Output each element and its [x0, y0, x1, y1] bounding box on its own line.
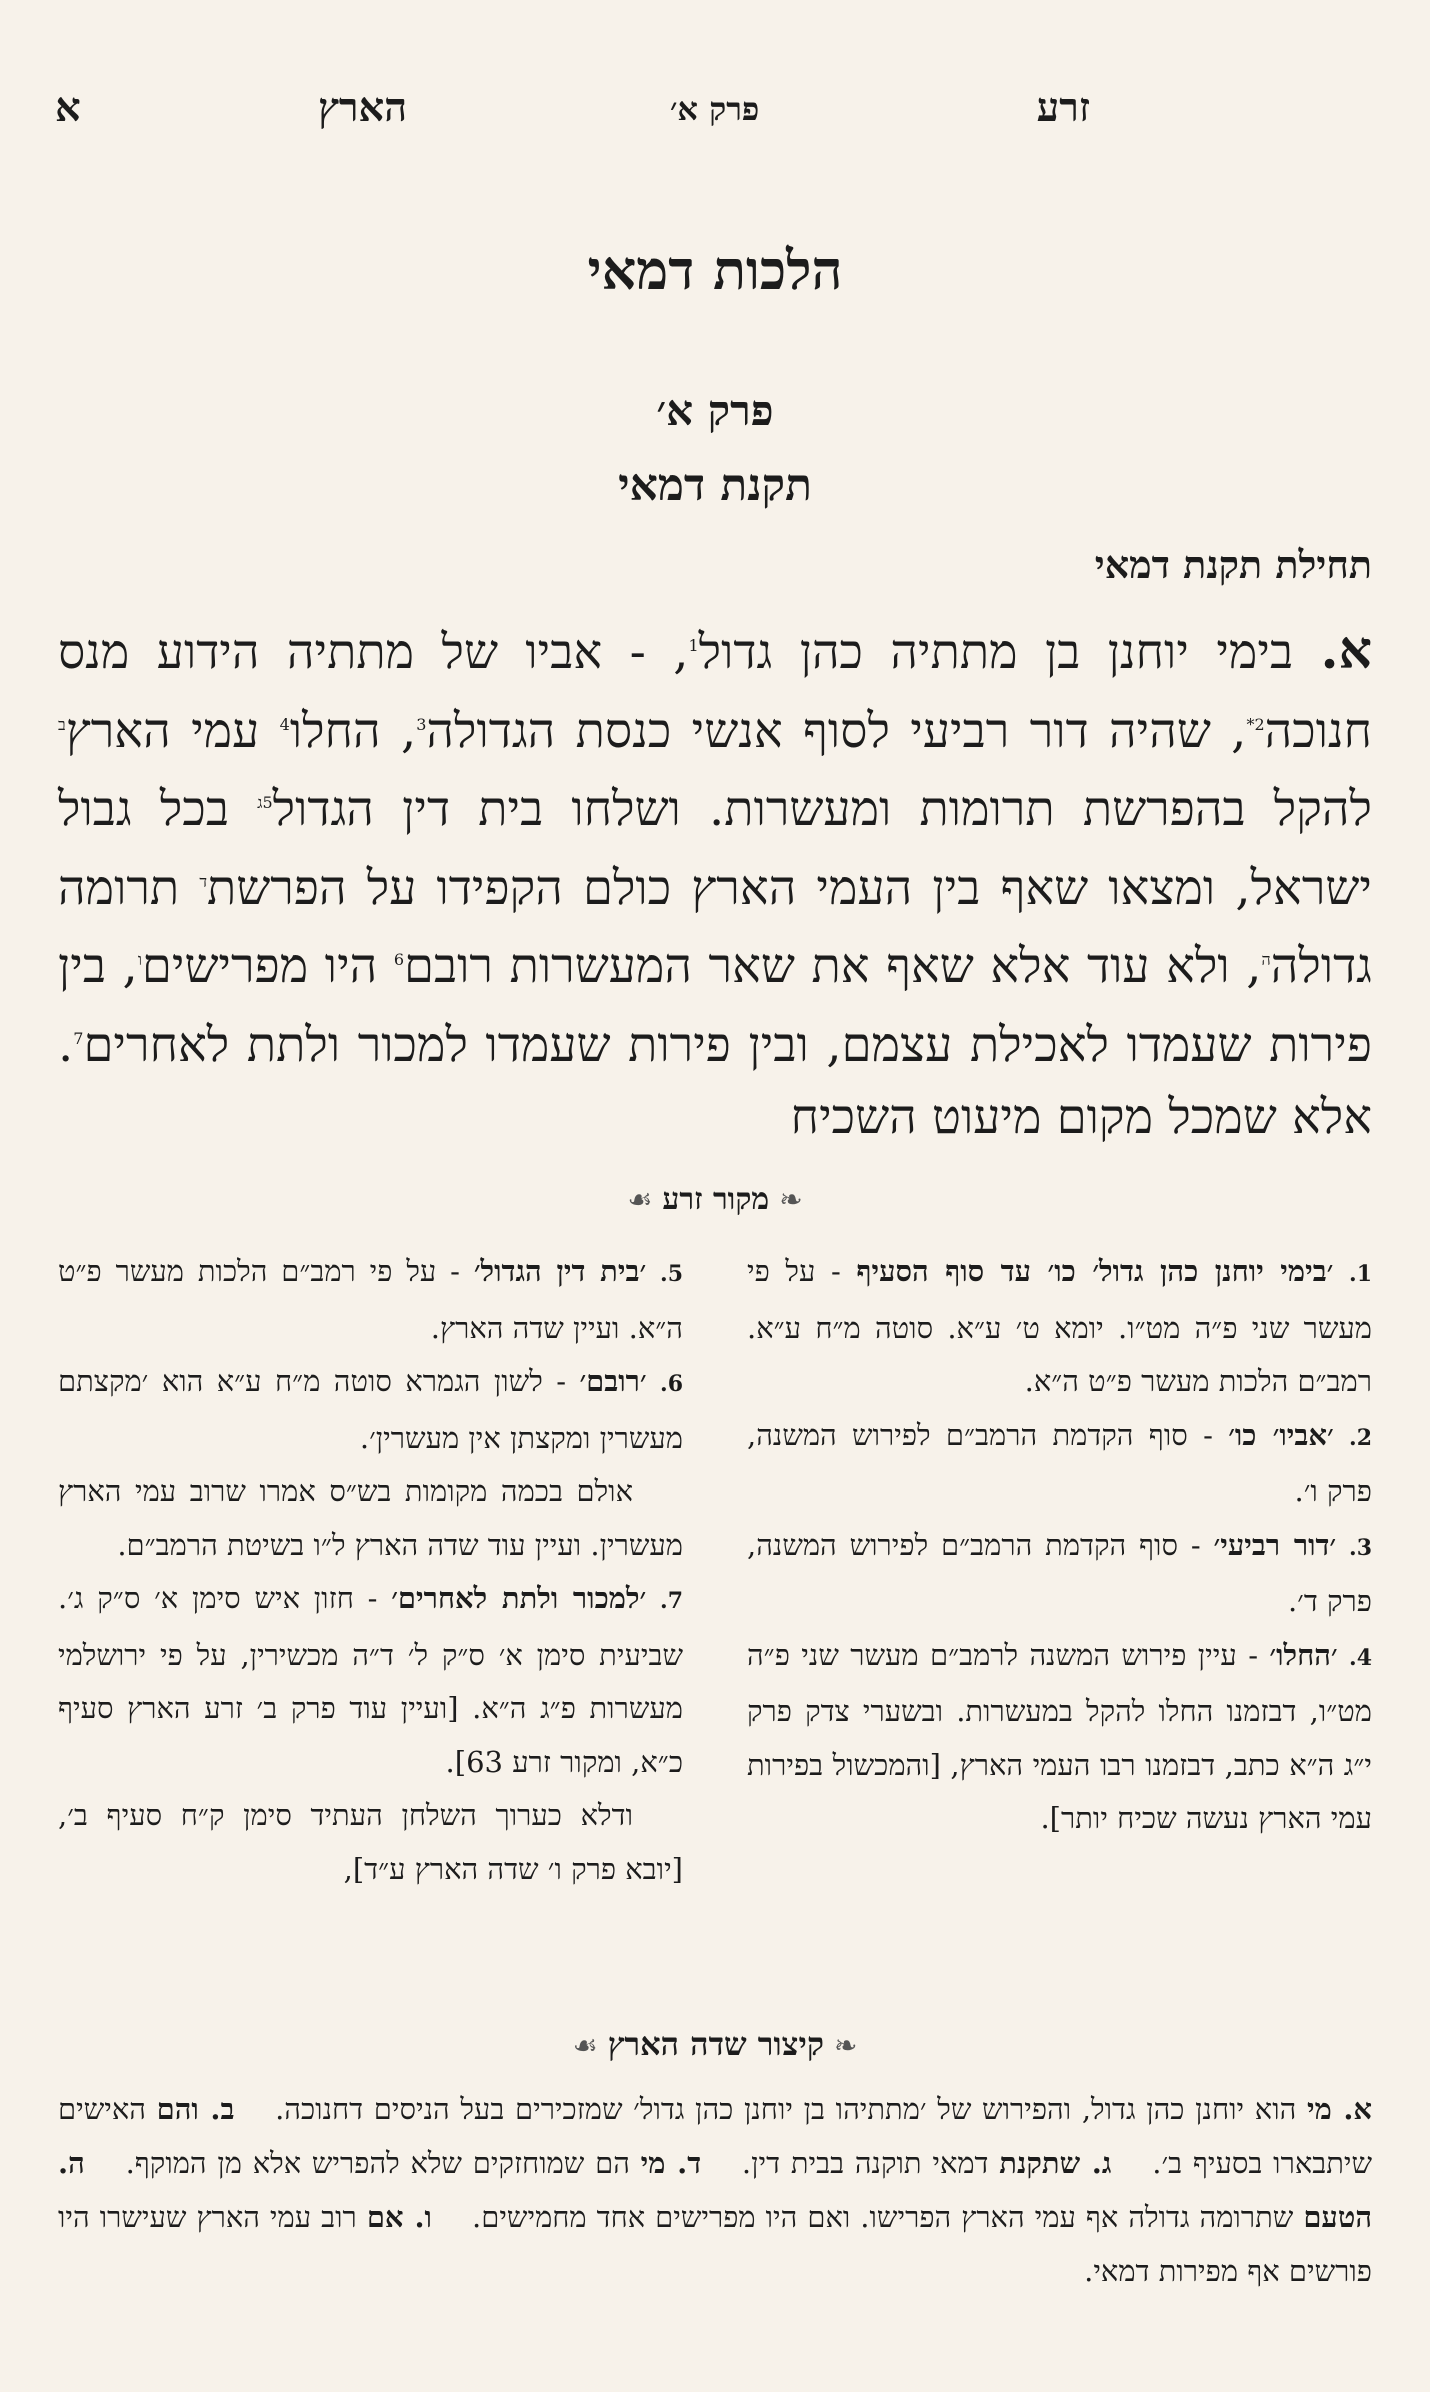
- source-note-heading: ׳רובם׳: [579, 1364, 647, 1398]
- summary-item-letter: ב.: [210, 2092, 235, 2126]
- sources-column-right: [747, 1245, 1372, 1846]
- running-head-section: זרע: [1036, 84, 1090, 131]
- summary-item-text: הם שמוחזקים שלא להפריש אלא מן המוקף.: [125, 2146, 641, 2180]
- summary-heading-text: קיצור שדה הארץ: [607, 2025, 824, 2063]
- source-note-number: 6.: [660, 1371, 684, 1397]
- main-text-segment: עמי הארץ: [65, 702, 280, 759]
- source-note-number: 5.: [660, 1261, 683, 1287]
- main-text-segment: תרומה גדולה: [58, 859, 1373, 994]
- summary-item: [742, 2146, 1112, 2180]
- running-head-chapter: פרק א׳: [670, 90, 760, 128]
- footnote-marker: 6: [393, 950, 405, 969]
- main-text-segment: בכל גבול ישראל, ומצאו שאף בין העמי הארץ כולם הקפידו על הפרשת: [58, 781, 1372, 916]
- source-note-continuation: ודלא כערוך השלחן העתיד סימן ק״ח סעיף ב׳, [יובא פרק ו׳ שדה הארץ ע״ד],: [58, 1798, 683, 1886]
- page-number: א: [55, 84, 81, 131]
- summary-item-letter: ג.: [1091, 2146, 1112, 2180]
- source-note: [747, 1409, 1372, 1519]
- footnote-marker: ה: [1261, 950, 1271, 969]
- chapter-label: פרק א׳: [656, 386, 774, 435]
- summary-item-text: האישים שיתבארו בסעיף ב׳.: [58, 2092, 1373, 2180]
- source-note-heading: ׳אביו׳ כו׳: [1228, 1417, 1334, 1452]
- source-note-number: 7.: [660, 1588, 683, 1614]
- source-note: [747, 1519, 1372, 1629]
- footnote-marker: ו: [137, 950, 142, 969]
- paragraph-letter: א.: [1320, 620, 1372, 681]
- footnote-marker: 7: [73, 1028, 84, 1048]
- sources-heading: [0, 1182, 1430, 1217]
- summary-item-text: שתרומה גדולה אף עמי הארץ הפרישו. ואם היו מפרישים אחד מחמישים.: [472, 2200, 1304, 2234]
- footnote-marker: 5ג: [257, 793, 273, 812]
- source-note-number: 1.: [1349, 1261, 1372, 1287]
- running-head-book: הארץ: [318, 84, 408, 131]
- source-note-text: - סוף הקדמת הרמב״ם לפירוש המשנה, פרק ו׳.: [747, 1417, 1372, 1508]
- summary-item-keyword: שתקנת: [999, 2146, 1092, 2180]
- footnote-marker: 4: [279, 714, 290, 734]
- source-note-heading: ׳החלו׳: [1269, 1637, 1338, 1672]
- source-note: [58, 1355, 683, 1465]
- source-note-heading: ׳בית דין הגדול׳: [473, 1254, 647, 1288]
- main-text-segment: היו מפרישים: [141, 938, 394, 994]
- running-head: [0, 84, 1430, 144]
- source-note-number: 4.: [1349, 1644, 1373, 1671]
- ornament-icon: ❧: [779, 1183, 803, 1216]
- main-text-segment: להקל בהפרשת תרומות ומעשרות. ושלחו בית דין הגדול: [272, 781, 1372, 837]
- sources-heading-text: מקור זרע: [662, 1182, 770, 1217]
- source-note-text: - על פי מעשר שני פ״ה מט״ו. יומא ט׳ ע״א. סוטה מ״ח ע״א. רמב״ם הלכות מעשר פ״ט ה״א.: [747, 1254, 1372, 1398]
- main-text-segment: , - אביו של מתתיה הידוע מנס חנוכה: [58, 624, 1372, 759]
- ornament-icon: ☙: [627, 1183, 653, 1216]
- main-text-segment: , שהיה דור רביעי לסוף אנשי כנסת הגדולה: [426, 702, 1247, 759]
- source-note-text: - לשון הגמרא סוטה מ״ח ע״א הוא ׳מקצתם מעשרין ומקצתן אין מעשרין׳.: [58, 1364, 683, 1455]
- main-text-segment: , החלו: [289, 702, 417, 759]
- source-note-text: - חזון איש סימן א׳ ס״ק ג׳. שביעית סימן א׳ ס״ק ל׳ ד״ה מכשירין, על פי ירושלמי מעשרות פ״ג ה״א. [ועיין עוד פרק ב׳ זרע הארץ סעיף כ״א, ומקור זרע 63].: [58, 1581, 683, 1779]
- summary-item-keyword: הטעם: [1303, 2200, 1373, 2234]
- summary-item-text: רוב עמי הארץ שעישרו היו פורשים אף מפירות דמאי.: [58, 2200, 1372, 2288]
- main-text-segment: בימי יוחנן בן מתתיה כהן גדול: [698, 624, 1321, 680]
- footnote-marker: 1: [688, 636, 699, 655]
- summary-item-text: הוא יוחנן כהן גדול, והפירוש של ׳מתתיהו בן יוחנן כהן גדול׳ שמזכירים בעל הניסים דחנוכה.: [275, 2092, 1307, 2126]
- footnote-marker: ב: [58, 714, 66, 734]
- ornament-icon: ❧: [833, 2029, 858, 2062]
- summary-section: [58, 2082, 1372, 2298]
- source-note-text: - עיין פירוש המשנה לרמב״ם מעשר שני פ״ה מט״ו, דבזמנו החלו להקל במעשרות. ובשערי צדק פרק י״ג ה״א כתב, דבזמנו רבו העמי הארץ, [והמכשול בפירות עמי הארץ נעשה שכיח יותר].: [747, 1637, 1372, 1835]
- chapter-subject: תקנת דמאי: [618, 460, 812, 511]
- summary-item-letter: ד.: [677, 2146, 702, 2180]
- source-note-number: 2.: [1349, 1424, 1373, 1451]
- source-note-number: 3.: [1349, 1534, 1373, 1561]
- sources-column-left: [58, 1245, 683, 1896]
- main-paragraph-body: [58, 624, 1372, 1145]
- source-note-heading: ׳בימי יוחנן כהן גדול׳ כו׳ עד סוף הסעיף: [856, 1254, 1334, 1288]
- page-title: הלכות דמאי: [587, 238, 843, 302]
- main-text-segment: . אלא שמכל מקום מיעוט השכיח: [58, 1016, 1372, 1145]
- summary-item-keyword: והם: [156, 2092, 211, 2126]
- source-note-heading: ׳למכור ולתת לאחרים׳: [391, 1581, 647, 1615]
- source-note: [747, 1629, 1372, 1846]
- footnote-marker: 2*: [1246, 714, 1265, 734]
- source-note-text: - על פי רמב״ם הלכות מעשר פ״ט ה״א. ועיין שדה הארץ.: [58, 1254, 683, 1345]
- ornament-icon: ☙: [572, 2029, 598, 2062]
- source-note: [58, 1245, 683, 1355]
- summary-heading: [0, 2025, 1430, 2063]
- summary-item: [126, 2146, 702, 2180]
- summary-item-keyword: מי: [1306, 2092, 1344, 2126]
- summary-item-letter: ו.: [414, 2200, 432, 2234]
- main-text-segment: , בין פירות שעמדו לאכילת עצמם, ובין פירות שעמדו למכור ולתת לאחרים: [58, 938, 1372, 1073]
- section-sub-heading: תחילת תקנת דמאי: [1094, 542, 1372, 587]
- main-text-segment: , ולא עוד אלא שאף את שאר המעשרות רובם: [404, 938, 1262, 994]
- main-paragraph: [58, 610, 1372, 1154]
- summary-item-letter: א.: [1343, 2092, 1373, 2126]
- summary-item: [275, 2092, 1372, 2126]
- source-note: [747, 1245, 1372, 1409]
- summary-item-keyword: אם: [366, 2200, 415, 2234]
- summary-item-text: דמאי תוקנה בבית דין.: [741, 2146, 1000, 2180]
- source-note-text: - סוף הקדמת הרמב״ם לפירוש המשנה, פרק ד׳.: [747, 1527, 1372, 1618]
- footnote-marker: ד: [199, 871, 208, 891]
- source-note: [58, 1572, 683, 1789]
- source-note-continuation: אולם בכמה מקומות בש״ס אמרו שרוב עמי הארץ מעשרין. ועיין עוד שדה הארץ ל״ו בשיטת הרמב״ם.: [58, 1474, 683, 1562]
- summary-item-keyword: מי: [640, 2146, 678, 2180]
- source-note-heading: ׳דור רביעי׳: [1213, 1527, 1337, 1562]
- footnote-marker: 3: [416, 714, 427, 734]
- summary-item-letter: ה.: [58, 2146, 85, 2180]
